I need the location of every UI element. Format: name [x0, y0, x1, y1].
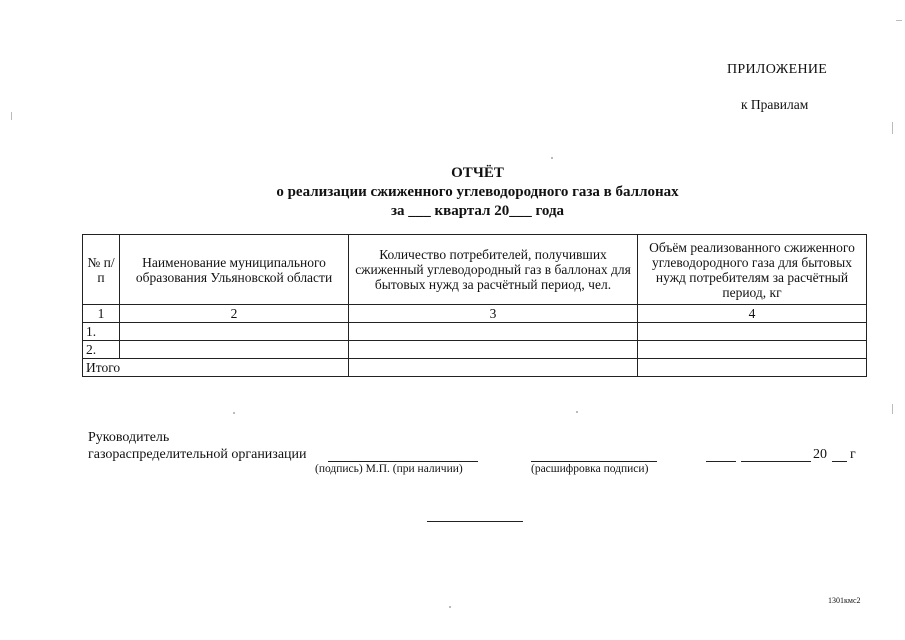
column-number-row: [83, 305, 867, 323]
table-row: [83, 323, 867, 341]
header-consumers: Количество потребителей, получивших сжиженный углеводородный газ в баллонах для бытовых нужд за расчётный период, чел.: [349, 235, 638, 305]
month-line: [741, 461, 811, 462]
total-label: Итого: [83, 359, 349, 377]
appendix-label: ПРИЛОЖЕНИЕ: [727, 62, 828, 77]
header-municipality: Наименование муниципального образования Ульяновской области: [120, 235, 349, 305]
year-suffix: г: [850, 447, 856, 462]
day-line: [706, 461, 736, 462]
table-cell: [638, 323, 867, 341]
table-cell: [349, 359, 638, 377]
scan-speck: [896, 20, 902, 21]
head-title: Руководитель: [88, 430, 170, 445]
footer-code: 1301кмс2: [828, 596, 861, 605]
column-number: 4: [638, 305, 867, 323]
year-prefix: 20: [813, 447, 827, 462]
table-cell: [349, 341, 638, 359]
row-number: 1.: [83, 323, 120, 341]
header-volume: Объём реализованного сжиженного углеводородного газа для бытовых нужд потребителям за расчётный период, кг: [638, 235, 867, 305]
appendix-to-rules: к Правилам: [741, 97, 809, 112]
total-row: [83, 359, 867, 377]
organization-label: газораспределительной организации: [88, 447, 307, 462]
scan-speck: [551, 157, 553, 159]
table-cell: [638, 359, 867, 377]
scan-speck: [576, 411, 578, 413]
separator-line: [427, 521, 523, 522]
signature-line: [328, 461, 478, 462]
scan-speck: [11, 112, 12, 120]
table-cell: [120, 341, 349, 359]
signature-caption: (подпись) М.П. (при наличии): [315, 463, 463, 475]
column-number: 1: [83, 305, 120, 323]
table-header-row: [83, 235, 867, 305]
decoding-caption: (расшифровка подписи): [531, 463, 649, 475]
table-row: [83, 341, 867, 359]
year-line: [832, 461, 847, 462]
report-table: [82, 234, 867, 377]
scan-speck: [892, 404, 893, 414]
decoding-line: [531, 461, 657, 462]
table-cell: [638, 341, 867, 359]
header-number: № п/п: [83, 235, 120, 305]
scan-speck: [233, 412, 235, 414]
row-number: 2.: [83, 341, 120, 359]
column-number: 2: [120, 305, 349, 323]
table-cell: [120, 323, 349, 341]
report-period: за ___ квартал 20___ года: [390, 203, 565, 219]
column-number: 3: [349, 305, 638, 323]
table-cell: [349, 323, 638, 341]
scan-speck: [892, 122, 893, 134]
report-subtitle: о реализации сжиженного углеводородного газа в баллонах: [276, 184, 679, 200]
scan-speck: [449, 606, 451, 608]
report-title: ОТЧЁТ: [451, 165, 504, 181]
